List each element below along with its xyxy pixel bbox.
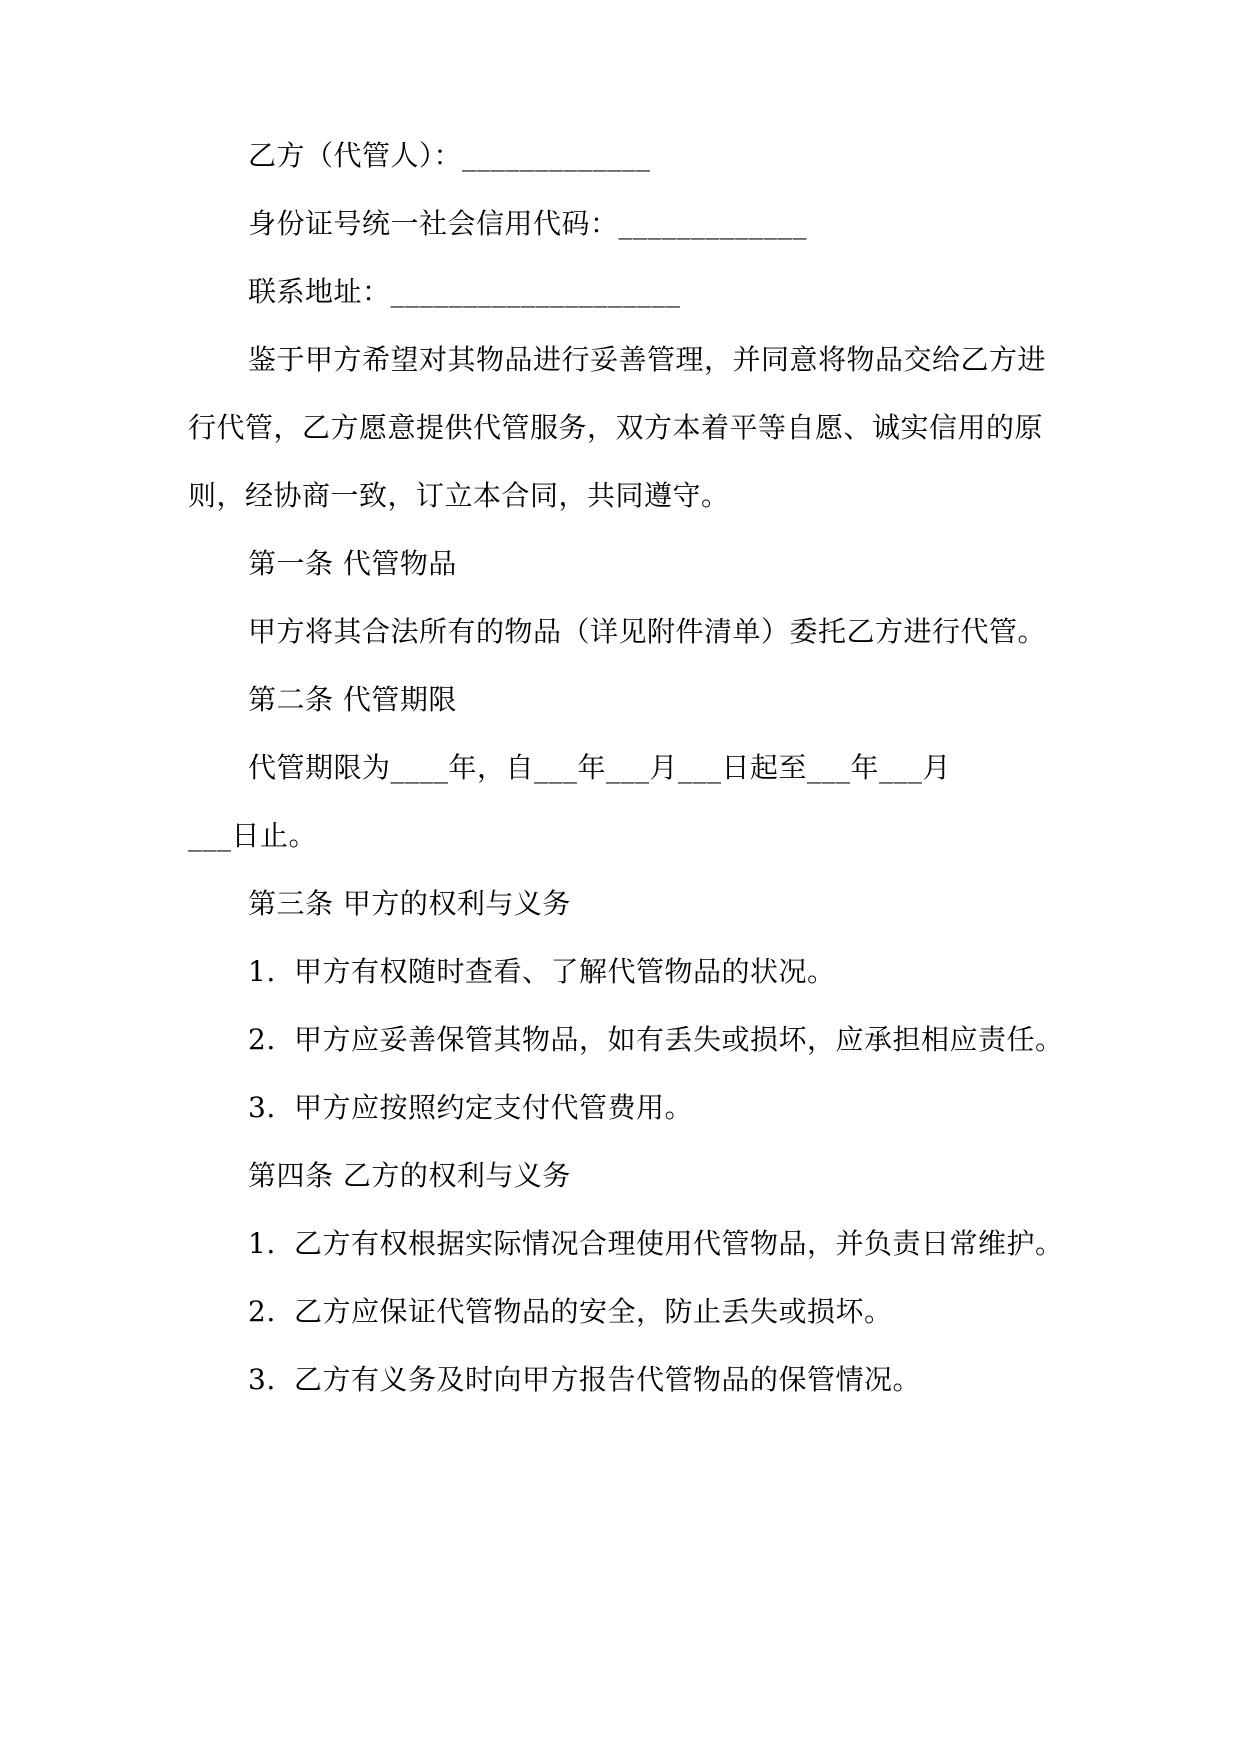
article-2-body-line-1: 代管期限为____年，自___年___月___日起至___年___月 (248, 751, 952, 784)
list-item-text: 甲方应按照约定支付代管费用。 (294, 1091, 694, 1124)
list-item (248, 1360, 1128, 1400)
preamble-line-1: 鉴于甲方希望对其物品进行妥善管理，并同意将物品交给乙方进 (248, 343, 1047, 376)
article-3-heading: 第三条 甲方的权利与义务 (248, 887, 571, 920)
article-2-body-line-2: ___日止。 (188, 819, 318, 852)
article-1-body: 甲方将其合法所有的物品（详见附件清单）委托乙方进行代管。 (248, 615, 1047, 648)
list-item-text: 乙方应保证代管物品的安全，防止丢失或损坏。 (294, 1295, 893, 1328)
preamble-line-2: 行代管，乙方愿意提供代管服务，双方本着平等自愿、诚实信用的原 (188, 411, 1044, 444)
list-item-number: 3. (248, 1091, 276, 1124)
list-item-number: 2. (248, 1295, 276, 1328)
list-item-text: 乙方有权根据实际情况合理使用代管物品，并负责日常维护。 (294, 1227, 1064, 1260)
party-b-id-line: 身份证号统一社会信用代码：_____________ (248, 207, 808, 240)
party-b-address-line: 联系地址：____________________ (248, 275, 681, 308)
list-item-number: 1. (248, 955, 276, 988)
list-item-text: 甲方有权随时查看、了解代管物品的状况。 (294, 955, 836, 988)
list-item-text: 乙方有义务及时向甲方报告代管物品的保管情况。 (294, 1363, 922, 1396)
article-1-heading: 第一条 代管物品 (248, 547, 457, 580)
list-item (248, 1088, 1128, 1128)
article-2-heading: 第二条 代管期限 (248, 683, 457, 716)
list-item (248, 1292, 1128, 1332)
list-item-number: 1. (248, 1227, 276, 1260)
article-4-heading: 第四条 乙方的权利与义务 (248, 1159, 571, 1192)
list-item-number: 2. (248, 1023, 276, 1056)
list-item (248, 952, 1128, 992)
list-item (248, 1020, 1128, 1060)
list-item-text: 甲方应妥善保管其物品，如有丢失或损坏，应承担相应责任。 (294, 1023, 1064, 1056)
list-item (248, 1224, 1128, 1264)
preamble-line-3: 则，经协商一致，订立本合同，共同遵守。 (188, 479, 730, 512)
list-item-number: 3. (248, 1363, 276, 1396)
party-b-name-line: 乙方（代管人）：_____________ (248, 139, 651, 172)
